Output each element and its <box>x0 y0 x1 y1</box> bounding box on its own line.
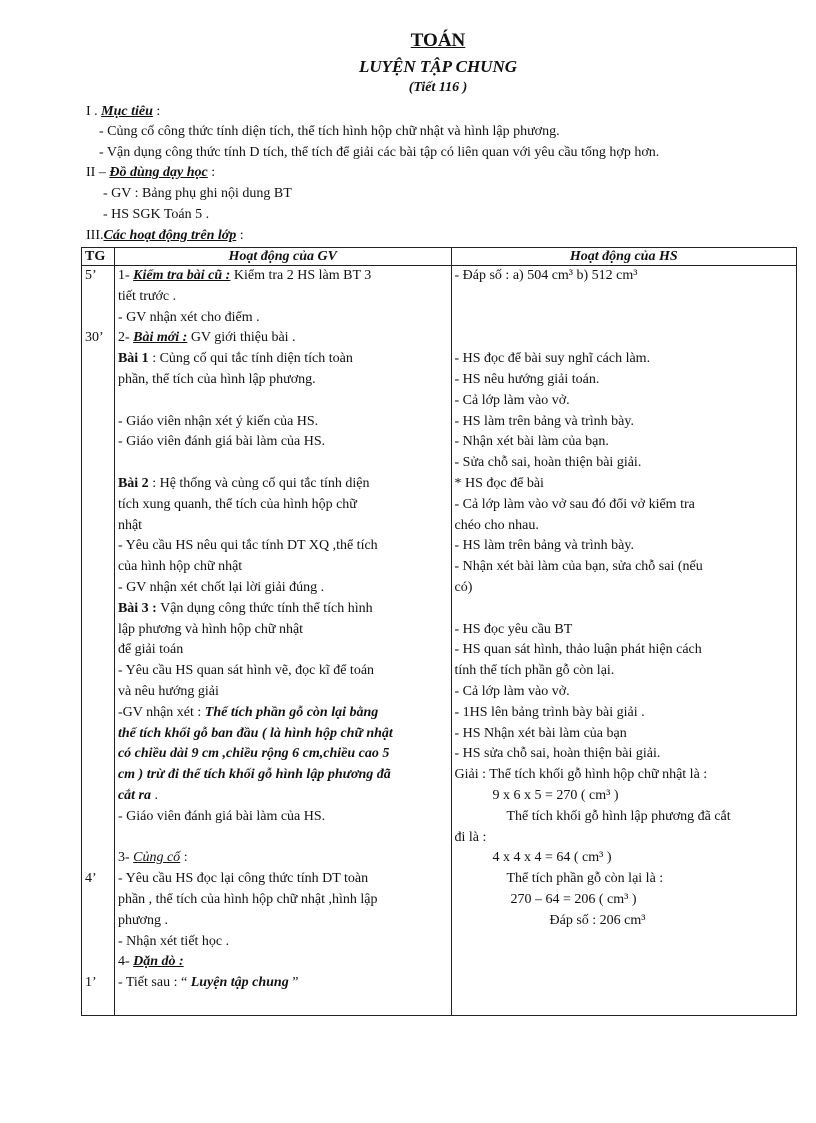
student-line: - HS làm trên bảng và trình bày. <box>454 413 634 429</box>
teacher-line: tích xung quanh, thể tích của hình hộp chữ <box>117 496 357 512</box>
teacher-line: - Yêu cầu HS quan sát hình vẽ, đọc kĩ để toán <box>117 663 375 679</box>
student-line: - Cả lớp làm vào vở. <box>454 392 570 408</box>
student-line: - Nhận xét bài làm của bạn, sửa chỗ sai (nếu <box>454 559 703 575</box>
teacher-line: 2- Bài mới : GV giới thiệu bài . <box>117 330 296 346</box>
time-value: 1’ <box>85 975 97 991</box>
time-value: 30’ <box>85 330 104 346</box>
table-header-row <box>82 248 797 266</box>
time-column <box>82 266 115 1016</box>
teacher-line: - GV nhận xét chốt lại lời giải đúng . <box>117 579 325 595</box>
teacher-line: Bài 3 : Vận dụng công thức tính thể tích hình <box>117 600 373 616</box>
teacher-line: có chiều dài 9 cm ,chiều rộng 6 cm,chiều cao 5 <box>117 746 390 762</box>
student-line: 9 x 6 x 5 = 270 ( cm³ ) <box>492 787 619 803</box>
student-line: Đáp số : 206 cm³ <box>549 912 646 928</box>
teacher-line: phần, thể tích của hình lập phương. <box>117 371 316 387</box>
teacher-line: của hình hộp chữ nhật <box>117 559 243 575</box>
lesson-title: LUYỆN TẬP CHUNG <box>358 57 518 76</box>
material-item: - HS SGK Toán 5 . <box>103 207 210 222</box>
student-line: - HS quan sát hình, thảo luận phát hiện cách <box>454 642 702 658</box>
teacher-line: phần , thể tích của hình hộp chữ nhật ,hình lập <box>117 891 378 907</box>
activities-table <box>81 247 797 1016</box>
header-students: Hoạt động của HS <box>451 248 797 266</box>
teacher-line: - Giáo viên đánh giá bài làm của HS. <box>117 808 326 824</box>
header-teacher: Hoạt động của GV <box>114 248 451 266</box>
student-line: Giải : Thể tích khối gỗ hình hộp chữ nhật là : <box>454 767 708 783</box>
students-column <box>451 266 797 1016</box>
material-item: - GV : Bảng phụ ghi nội dung BT <box>103 186 292 201</box>
student-line: * HS đọc để bài <box>454 475 544 491</box>
teacher-line: - GV nhận xét cho điểm . <box>117 309 260 325</box>
teacher-line: để giải toán <box>117 642 184 658</box>
student-line: 270 – 64 = 206 ( cm³ ) <box>510 891 637 907</box>
teacher-line: - Yêu cầu HS đọc lại công thức tính DT toàn <box>117 871 369 887</box>
teacher-line: - Tiết sau : “ Luyện tập chung ” <box>117 975 299 991</box>
teacher-line: và nêu hướng giải <box>117 683 219 699</box>
teacher-line: 3- Củng cố : <box>117 850 188 866</box>
student-line: - HS Nhận xét bài làm của bạn <box>454 725 627 741</box>
teacher-line: cắt ra . <box>117 787 159 803</box>
period-label: (Tiết 116 ) <box>408 80 468 95</box>
student-line: - Đáp số : a) 504 cm³ b) 512 cm³ <box>454 268 638 283</box>
teacher-column <box>114 266 451 1016</box>
student-line: - HS sửa chỗ sai, hoàn thiện bài giải. <box>454 746 661 762</box>
student-line: Thể tích phần gỗ còn lại là : <box>506 871 664 887</box>
time-value: 5’ <box>85 268 97 283</box>
table-body-row <box>82 266 797 1016</box>
teacher-line: nhật <box>117 517 143 533</box>
teacher-line: phương . <box>117 912 168 928</box>
student-line: tính thể tích phần gỗ còn lại. <box>454 663 615 679</box>
student-line: 4 x 4 x 4 = 64 ( cm³ ) <box>492 850 612 866</box>
objective-item: - Vận dụng công thức tính D tích, thể tích để giải các bài tập có liên quan với yêu cầu tổng hợp hơn. <box>99 145 660 160</box>
objectives-heading: I . Mục tiêu : <box>86 104 161 119</box>
header-tg: TG <box>82 248 115 266</box>
teacher-line: 1- Kiểm tra bài cũ : Kiểm tra 2 HS làm BT 3 <box>117 268 372 283</box>
student-line: chéo cho nhau. <box>454 517 539 533</box>
student-line: đi là : <box>454 829 487 845</box>
student-line: - Cả lớp làm vào vở sau đó đổi vở kiểm tra <box>454 496 695 512</box>
student-line: - HS nêu hướng giải toán. <box>454 371 600 387</box>
teacher-line: - Nhận xét tiết học . <box>117 933 230 949</box>
time-value: 4’ <box>85 871 97 887</box>
materials-heading: II – Đồ dùng dạy học : <box>86 165 216 180</box>
teacher-line: - Giáo viên đánh giá bài làm của HS. <box>117 434 326 450</box>
teacher-line: 4- Dặn dò : <box>117 954 184 970</box>
activities-heading: III.Các hoạt động trên lớp : <box>86 228 244 243</box>
student-line: - Nhận xét bài làm của bạn. <box>454 434 609 450</box>
teacher-line: -GV nhận xét : Thể tích phần gỗ còn lại bằng <box>117 704 379 720</box>
student-line: có) <box>454 579 473 595</box>
teacher-line: - Giáo viên nhận xét ý kiến của HS. <box>117 413 319 429</box>
teacher-line: Bài 2 : Hệ thống và củng cố qui tắc tính diện <box>117 475 370 491</box>
student-line: - Sửa chỗ sai, hoàn thiện bài giải. <box>454 455 642 471</box>
student-line: - 1HS lên bảng trình bày bài giải . <box>454 704 645 720</box>
teacher-line: tiết trước . <box>117 288 177 304</box>
student-line: Thể tích khối gỗ hình lập phương đã cắt <box>506 808 731 824</box>
teacher-line: lập phương và hình hộp chữ nhật <box>117 621 304 637</box>
student-line: - HS đọc để bài suy nghĩ cách làm. <box>454 351 651 367</box>
subject-title: TOÁN <box>410 30 466 51</box>
objective-item: - Củng cố công thức tính diện tích, thể tích hình hộp chữ nhật và hình lập phương. <box>99 124 560 139</box>
student-line: - HS làm trên bảng và trình bày. <box>454 538 634 554</box>
student-line: - Cả lớp làm vào vở. <box>454 683 570 699</box>
teacher-line: thể tích khối gỗ ban đầu ( là hình hộp chữ nhật <box>117 725 393 741</box>
teacher-line: - Yêu cầu HS nêu qui tắc tính DT XQ ,thể tích <box>117 538 378 554</box>
teacher-line: Bài 1 : Củng cố qui tắc tính diện tích toàn <box>117 351 353 367</box>
teacher-line: cm ) trừ đi thể tích khối gỗ hình lập phương đã <box>117 767 391 783</box>
student-line: - HS đọc yêu cầu BT <box>454 621 573 637</box>
